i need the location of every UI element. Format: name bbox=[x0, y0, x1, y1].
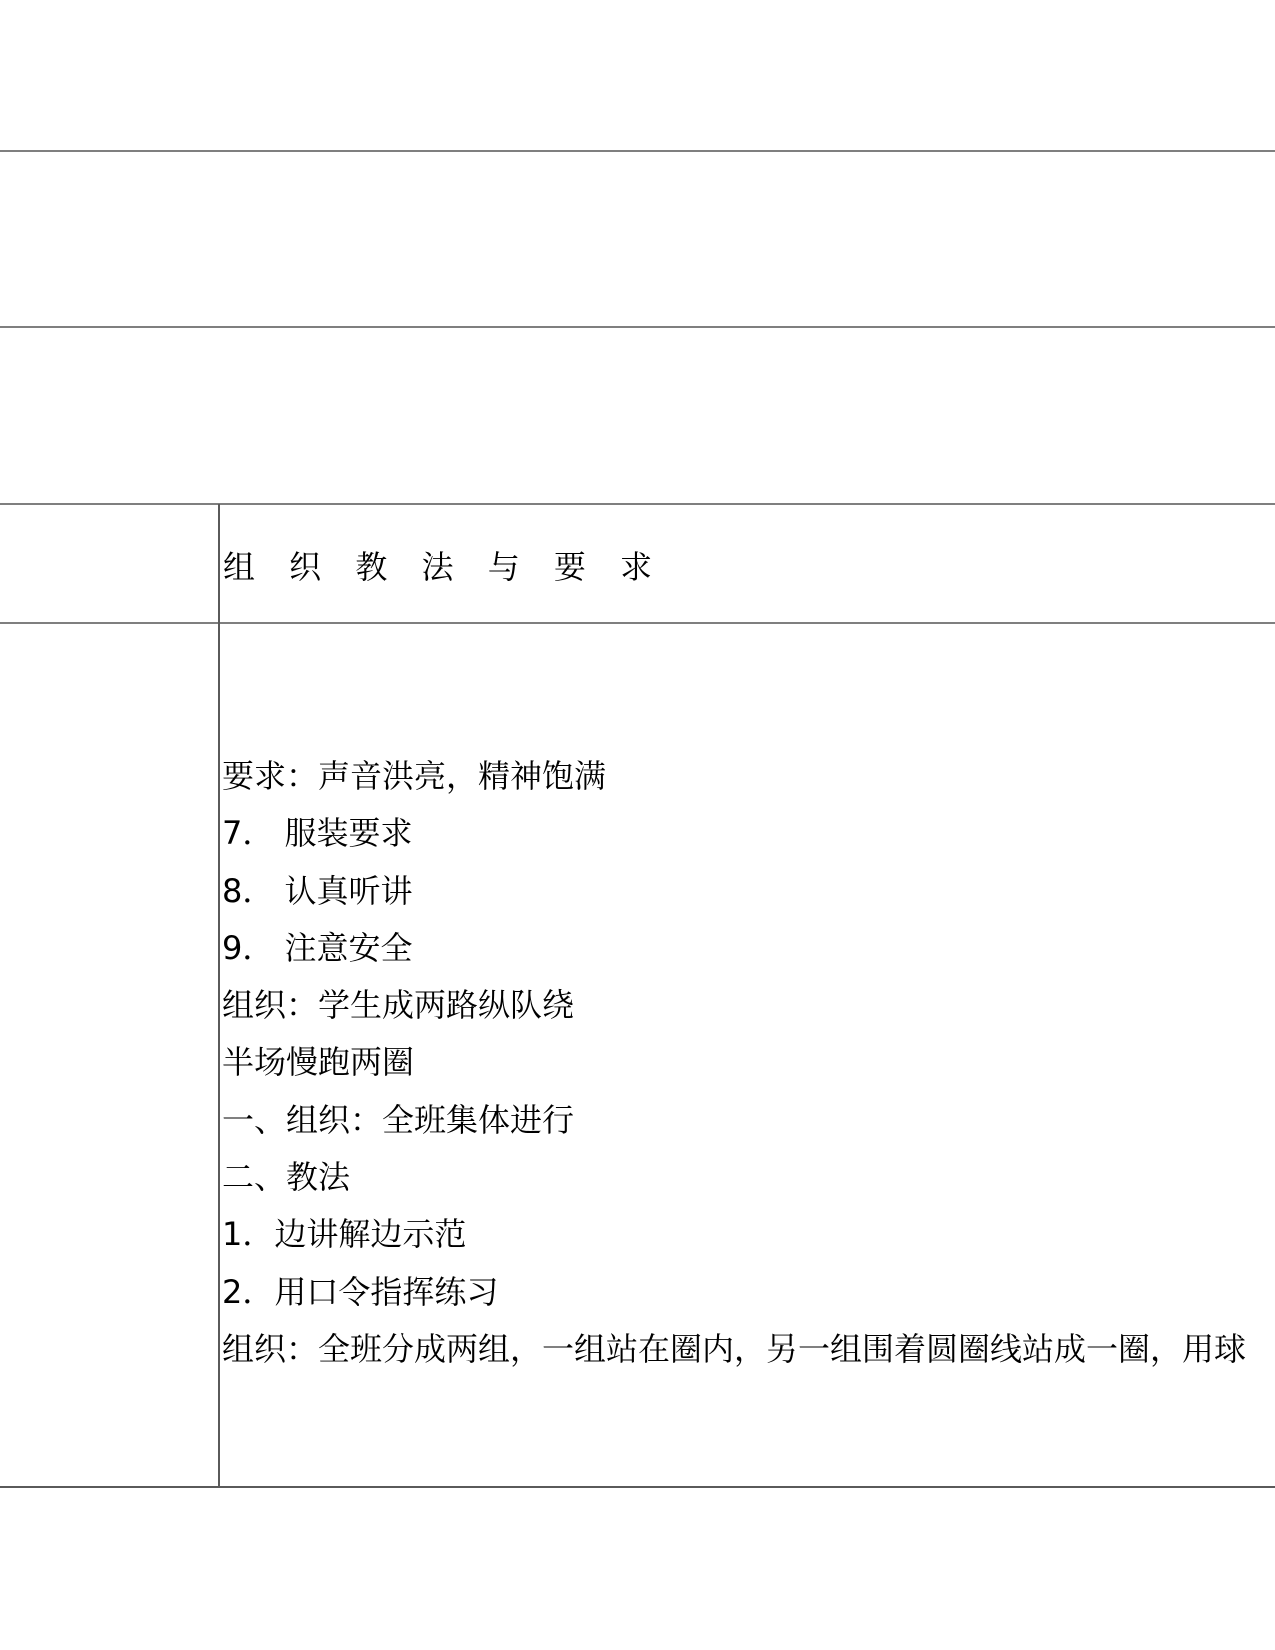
text-line: 半场慢跑两圈 bbox=[222, 1043, 415, 1082]
text-line: 组织：全班分成两组，一组站在圈内，另一组围着圆圈线站成一圈，用球 bbox=[222, 1329, 1247, 1368]
table-rule-header-top bbox=[0, 503, 1275, 505]
text-line: 二、教法 bbox=[222, 1158, 351, 1197]
table-rule-bottom bbox=[0, 1486, 1275, 1488]
body-cell-content bbox=[222, 748, 1275, 1378]
text-line: 2．用口令指挥练习 bbox=[222, 1272, 499, 1311]
table-rule-2 bbox=[0, 326, 1275, 328]
text-line: 1．边讲解边示范 bbox=[222, 1215, 467, 1254]
header-cell-organization-method-requirements: 组 织 教 法 与 要 求 bbox=[223, 548, 665, 586]
text-line: 8． 认真听讲 bbox=[222, 871, 413, 910]
text-line: 7． 服装要求 bbox=[222, 814, 413, 853]
text-line: 一、组织：全班集体进行 bbox=[222, 1100, 575, 1139]
text-line: 要求：声音洪亮，精神饱满 bbox=[222, 757, 607, 795]
column-divider bbox=[218, 504, 220, 1487]
text-line: 9． 注意安全 bbox=[222, 928, 413, 967]
table-rule-header-bottom bbox=[0, 622, 1275, 624]
text-line: 组织：学生成两路纵队绕 bbox=[222, 986, 575, 1025]
table-rule-top bbox=[0, 150, 1275, 152]
